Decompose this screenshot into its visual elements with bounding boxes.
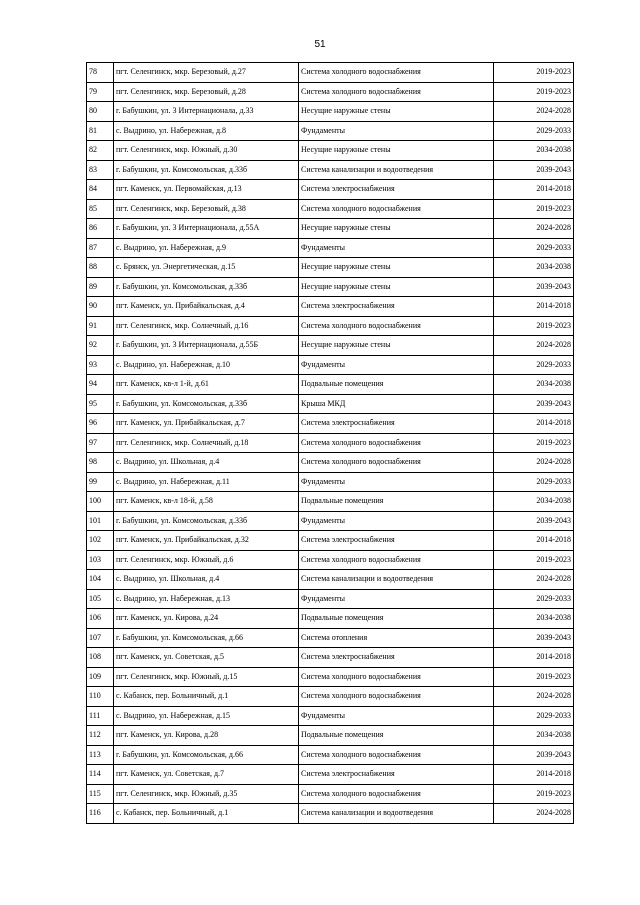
repair-period-cell: 2014-2018	[494, 180, 574, 200]
structural-element-cell: Несущие наружные стены	[299, 219, 494, 239]
row-number-cell: 78	[87, 63, 114, 83]
table-row	[87, 141, 574, 161]
structural-element-cell: Система холодного водоснабжения	[299, 316, 494, 336]
structural-element-cell: Фундаменты	[299, 472, 494, 492]
table-row	[87, 355, 574, 375]
table-row	[87, 258, 574, 278]
row-number-cell: 84	[87, 180, 114, 200]
row-number-cell: 103	[87, 550, 114, 570]
structural-element-cell: Система холодного водоснабжения	[299, 687, 494, 707]
structural-element-cell: Система холодного водоснабжения	[299, 63, 494, 83]
table-row	[87, 336, 574, 356]
structural-element-cell: Крыша МКД	[299, 394, 494, 414]
table-row	[87, 375, 574, 395]
table-row	[87, 609, 574, 629]
repair-period-cell: 2034-2038	[494, 258, 574, 278]
address-cell: с. Выдрино, ул. Школьная, д.4	[114, 570, 299, 590]
repair-period-cell: 2029-2033	[494, 121, 574, 141]
structural-element-cell: Несущие наружные стены	[299, 141, 494, 161]
repair-period-cell: 2029-2033	[494, 589, 574, 609]
structural-element-cell: Несущие наружные стены	[299, 336, 494, 356]
address-cell: пгт. Каменск, ул. Прибайкальская, д.32	[114, 531, 299, 551]
table-row	[87, 102, 574, 122]
repair-period-cell: 2039-2043	[494, 160, 574, 180]
structural-element-cell: Система электроснабжения	[299, 180, 494, 200]
row-number-cell: 110	[87, 687, 114, 707]
structural-element-cell: Система холодного водоснабжения	[299, 433, 494, 453]
table-row	[87, 804, 574, 824]
table-row	[87, 121, 574, 141]
address-cell: пгт. Каменск, ул. Первомайская, д.13	[114, 180, 299, 200]
table-row	[87, 219, 574, 239]
structural-element-cell: Несущие наружные стены	[299, 258, 494, 278]
address-cell: пгт. Каменск, ул. Прибайкальская, д.4	[114, 297, 299, 317]
table-row	[87, 453, 574, 473]
row-number-cell: 95	[87, 394, 114, 414]
repair-period-cell: 2019-2023	[494, 667, 574, 687]
structural-element-cell: Фундаменты	[299, 121, 494, 141]
table-row	[87, 589, 574, 609]
row-number-cell: 100	[87, 492, 114, 512]
table-row	[87, 706, 574, 726]
row-number-cell: 108	[87, 648, 114, 668]
row-number-cell: 104	[87, 570, 114, 590]
row-number-cell: 81	[87, 121, 114, 141]
structural-element-cell: Система канализации и водоотведения	[299, 160, 494, 180]
repair-period-cell: 2024-2028	[494, 336, 574, 356]
repair-period-cell: 2019-2023	[494, 550, 574, 570]
repair-period-cell: 2024-2028	[494, 219, 574, 239]
repair-period-cell: 2019-2023	[494, 433, 574, 453]
row-number-cell: 96	[87, 414, 114, 434]
table-row	[87, 687, 574, 707]
address-cell: г. Бабушкин, ул. Комсомольская, д.33б	[114, 160, 299, 180]
table-row	[87, 570, 574, 590]
row-number-cell: 91	[87, 316, 114, 336]
address-cell: пгт. Каменск, кв-л 18-й, д.58	[114, 492, 299, 512]
row-number-cell: 99	[87, 472, 114, 492]
repair-period-cell: 2029-2033	[494, 355, 574, 375]
repair-period-cell: 2019-2023	[494, 199, 574, 219]
structural-element-cell: Несущие наружные стены	[299, 102, 494, 122]
address-cell: пгт. Каменск, ул. Прибайкальская, д.7	[114, 414, 299, 434]
repair-period-cell: 2029-2033	[494, 472, 574, 492]
structural-element-cell: Система отопления	[299, 628, 494, 648]
table-row	[87, 199, 574, 219]
row-number-cell: 88	[87, 258, 114, 278]
row-number-cell: 89	[87, 277, 114, 297]
address-cell: пгт. Каменск, ул. Кирова, д.28	[114, 726, 299, 746]
table-row	[87, 238, 574, 258]
repair-schedule-table	[86, 62, 574, 824]
address-cell: пгт. Каменск, ул. Советская, д.5	[114, 648, 299, 668]
table-row	[87, 160, 574, 180]
address-cell: г. Бабушкин, ул. Комсомольская, д.33б	[114, 394, 299, 414]
repair-period-cell: 2014-2018	[494, 414, 574, 434]
table-row	[87, 492, 574, 512]
address-cell: г. Бабушкин, ул. Комсомольская, д.66	[114, 628, 299, 648]
repair-period-cell: 2019-2023	[494, 784, 574, 804]
repair-period-cell: 2029-2033	[494, 706, 574, 726]
row-number-cell: 105	[87, 589, 114, 609]
repair-period-cell: 2014-2018	[494, 531, 574, 551]
row-number-cell: 112	[87, 726, 114, 746]
table-body	[87, 63, 574, 824]
structural-element-cell: Фундаменты	[299, 355, 494, 375]
address-cell: с. Выдрино, ул. Набережная, д.11	[114, 472, 299, 492]
row-number-cell: 114	[87, 765, 114, 785]
structural-element-cell: Система холодного водоснабжения	[299, 199, 494, 219]
structural-element-cell: Система электроснабжения	[299, 297, 494, 317]
repair-period-cell: 2039-2043	[494, 277, 574, 297]
address-cell: пгт. Каменск, ул. Кирова, д.24	[114, 609, 299, 629]
address-cell: пгт. Селенгинск, мкр. Южный, д.35	[114, 784, 299, 804]
address-cell: пгт. Каменск, кв-л 1-й, д.61	[114, 375, 299, 395]
address-cell: с. Выдрино, ул. Набережная, д.8	[114, 121, 299, 141]
row-number-cell: 97	[87, 433, 114, 453]
address-cell: г. Бабушкин, ул. 3 Интернационала, д.55Б	[114, 336, 299, 356]
structural-element-cell: Система холодного водоснабжения	[299, 745, 494, 765]
structural-element-cell: Система электроснабжения	[299, 414, 494, 434]
address-cell: г. Бабушкин, ул. Комсомольская, д.33б	[114, 277, 299, 297]
repair-period-cell: 2029-2033	[494, 238, 574, 258]
table-row	[87, 550, 574, 570]
structural-element-cell: Подвальные помещения	[299, 492, 494, 512]
repair-period-cell: 2019-2023	[494, 82, 574, 102]
address-cell: пгт. Селенгинск, мкр. Южный, д.30	[114, 141, 299, 161]
structural-element-cell: Система электроснабжения	[299, 648, 494, 668]
row-number-cell: 85	[87, 199, 114, 219]
row-number-cell: 106	[87, 609, 114, 629]
structural-element-cell: Система канализации и водоотведения	[299, 804, 494, 824]
address-cell: с. Кабанск, пер. Больничный, д.1	[114, 804, 299, 824]
address-cell: г. Бабушкин, ул. Комсомольская, д.66	[114, 745, 299, 765]
table-row	[87, 433, 574, 453]
table-row	[87, 765, 574, 785]
row-number-cell: 93	[87, 355, 114, 375]
structural-element-cell: Система канализации и водоотведения	[299, 570, 494, 590]
table-row	[87, 82, 574, 102]
row-number-cell: 113	[87, 745, 114, 765]
repair-period-cell: 2034-2038	[494, 609, 574, 629]
table-row	[87, 784, 574, 804]
table-row	[87, 394, 574, 414]
table-row	[87, 180, 574, 200]
repair-period-cell: 2024-2028	[494, 102, 574, 122]
table-row	[87, 511, 574, 531]
table-row	[87, 667, 574, 687]
structural-element-cell: Система холодного водоснабжения	[299, 784, 494, 804]
repair-period-cell: 2014-2018	[494, 297, 574, 317]
repair-period-cell: 2034-2038	[494, 141, 574, 161]
row-number-cell: 102	[87, 531, 114, 551]
repair-period-cell: 2039-2043	[494, 628, 574, 648]
row-number-cell: 94	[87, 375, 114, 395]
table-row	[87, 63, 574, 83]
address-cell: с. Брянск, ул. Энергетическая, д.15	[114, 258, 299, 278]
structural-element-cell: Система электроснабжения	[299, 531, 494, 551]
structural-element-cell: Фундаменты	[299, 589, 494, 609]
structural-element-cell: Фундаменты	[299, 706, 494, 726]
table-row	[87, 297, 574, 317]
table-row	[87, 414, 574, 434]
address-cell: пгт. Каменск, ул. Советская, д.7	[114, 765, 299, 785]
structural-element-cell: Система холодного водоснабжения	[299, 667, 494, 687]
row-number-cell: 87	[87, 238, 114, 258]
repair-period-cell: 2039-2043	[494, 511, 574, 531]
repair-period-cell: 2024-2028	[494, 453, 574, 473]
repair-period-cell: 2034-2038	[494, 492, 574, 512]
row-number-cell: 98	[87, 453, 114, 473]
address-cell: пгт. Селенгинск, мкр. Березовый, д.27	[114, 63, 299, 83]
structural-element-cell: Фундаменты	[299, 511, 494, 531]
structural-element-cell: Система холодного водоснабжения	[299, 550, 494, 570]
address-cell: пгт. Селенгинск, мкр. Южный, д.15	[114, 667, 299, 687]
address-cell: пгт. Селенгинск, мкр. Солнечный, д.16	[114, 316, 299, 336]
repair-period-cell: 2034-2038	[494, 726, 574, 746]
address-cell: пгт. Селенгинск, мкр. Березовый, д.28	[114, 82, 299, 102]
page-number: 51	[314, 39, 326, 50]
row-number-cell: 79	[87, 82, 114, 102]
table-row	[87, 531, 574, 551]
repair-period-cell: 2039-2043	[494, 394, 574, 414]
table-row	[87, 726, 574, 746]
address-cell: пгт. Селенгинск, мкр. Березовый, д.38	[114, 199, 299, 219]
address-cell: пгт. Селенгинск, мкр. Солнечный, д.18	[114, 433, 299, 453]
structural-element-cell: Подвальные помещения	[299, 726, 494, 746]
repair-period-cell: 2024-2028	[494, 570, 574, 590]
row-number-cell: 107	[87, 628, 114, 648]
structural-element-cell: Подвальные помещения	[299, 609, 494, 629]
address-cell: с. Выдрино, ул. Школьная, д.4	[114, 453, 299, 473]
address-cell: с. Выдрино, ул. Набережная, д.10	[114, 355, 299, 375]
row-number-cell: 90	[87, 297, 114, 317]
structural-element-cell: Фундаменты	[299, 238, 494, 258]
repair-period-cell: 2024-2028	[494, 687, 574, 707]
repair-period-cell: 2019-2023	[494, 316, 574, 336]
row-number-cell: 86	[87, 219, 114, 239]
row-number-cell: 83	[87, 160, 114, 180]
structural-element-cell: Система холодного водоснабжения	[299, 82, 494, 102]
address-cell: с. Кабанск, пер. Больничный, д.1	[114, 687, 299, 707]
address-cell: пгт. Селенгинск, мкр. Южный, д.6	[114, 550, 299, 570]
row-number-cell: 111	[87, 706, 114, 726]
repair-period-cell: 2034-2038	[494, 375, 574, 395]
structural-element-cell: Система электроснабжения	[299, 765, 494, 785]
table-row	[87, 316, 574, 336]
address-cell: г. Бабушкин, ул. 3 Интернационала, д.33	[114, 102, 299, 122]
table-row	[87, 648, 574, 668]
repair-period-cell: 2019-2023	[494, 63, 574, 83]
row-number-cell: 115	[87, 784, 114, 804]
table-row	[87, 628, 574, 648]
structural-element-cell: Система холодного водоснабжения	[299, 453, 494, 473]
repair-period-cell: 2039-2043	[494, 745, 574, 765]
row-number-cell: 80	[87, 102, 114, 122]
structural-element-cell: Несущие наружные стены	[299, 277, 494, 297]
address-cell: г. Бабушкин, ул. Комсомольская, д.33б	[114, 511, 299, 531]
structural-element-cell: Подвальные помещения	[299, 375, 494, 395]
repair-period-cell: 2014-2018	[494, 648, 574, 668]
table-row	[87, 277, 574, 297]
address-cell: с. Выдрино, ул. Набережная, д.13	[114, 589, 299, 609]
row-number-cell: 116	[87, 804, 114, 824]
row-number-cell: 92	[87, 336, 114, 356]
row-number-cell: 101	[87, 511, 114, 531]
repair-period-cell: 2014-2018	[494, 765, 574, 785]
address-cell: г. Бабушкин, ул. 3 Интернационала, д.55А	[114, 219, 299, 239]
table-row	[87, 472, 574, 492]
row-number-cell: 82	[87, 141, 114, 161]
row-number-cell: 109	[87, 667, 114, 687]
address-cell: с. Выдрино, ул. Набережная, д.15	[114, 706, 299, 726]
repair-period-cell: 2024-2028	[494, 804, 574, 824]
table-row	[87, 745, 574, 765]
address-cell: с. Выдрино, ул. Набережная, д.9	[114, 238, 299, 258]
